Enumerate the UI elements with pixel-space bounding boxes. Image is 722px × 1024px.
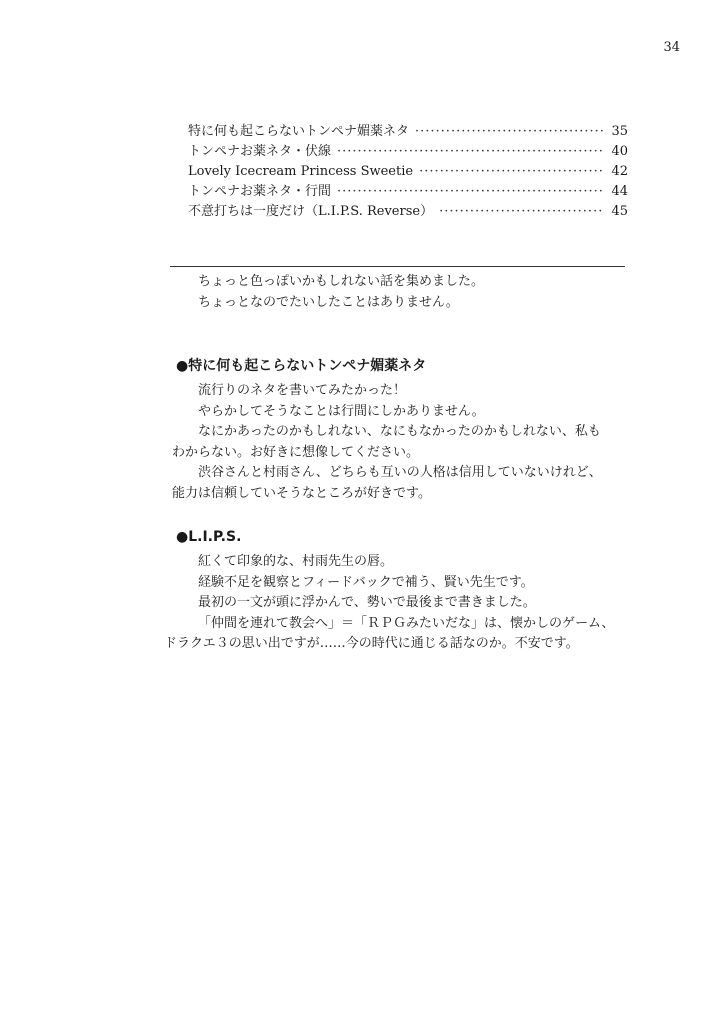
toc-entry-title: Lovely Icecream Princess Sweetie: [188, 164, 414, 179]
toc-leader-dots: [337, 182, 604, 202]
section-heading: [176, 355, 636, 377]
body-line: 流行りのネタを書いてみたかった！: [198, 383, 407, 398]
section-heading-text: 特に何も起こらないトンペナ媚薬ネタ: [188, 358, 427, 374]
bullet-icon: ●: [176, 529, 189, 545]
toc-leader-dots: [419, 162, 604, 182]
toc-leader-dots: [415, 122, 604, 142]
section-divider: [170, 266, 625, 267]
body-line: 経験不足を観察とフィードバックで補う、賢い先生です。: [198, 574, 534, 590]
toc-entry-page: 40: [611, 144, 628, 159]
toc-entry-page: 35: [611, 124, 628, 139]
toc-entry-title: 特に何も起こらないトンペナ媚薬ネタ: [188, 124, 410, 139]
toc-entry-page: 44: [611, 184, 628, 199]
section-media-yaku: [172, 355, 636, 504]
section-lips: [164, 526, 636, 655]
toc-entry-title: トンペナお薬ネタ・伏線: [188, 144, 332, 159]
toc-entry: [188, 122, 628, 142]
intro-line: ちょっと色っぽいかもしれない話を集めました。: [198, 274, 485, 289]
toc-entry-title: トンペナお薬ネタ・行間: [188, 184, 332, 199]
page-number: 34: [663, 40, 680, 55]
body-line: わからない。お好きに想像してください。: [172, 444, 420, 460]
intro-line: ちょっとなのでたいしたことはありません。: [198, 294, 459, 310]
intro-paragraph: [176, 272, 636, 313]
section-heading: [176, 526, 636, 548]
toc-entry: [188, 142, 628, 162]
body-line: 能力は信頼していそうなところが好きです。: [172, 485, 431, 501]
body-line: なにかあったのかもしれない、なにもなかったのかもしれない、私も: [198, 424, 601, 439]
toc-entry-title: 不意打ちは一度だけ（L.I.P.S. Reverse）: [188, 204, 434, 219]
body-line: 渋谷さんと村雨さん、どちらも互いの人格は信用していないけれど、: [198, 465, 602, 480]
bullet-icon: ●: [176, 358, 189, 374]
body-line: 最初の一文が頭に浮かんで、勢いで最後まで書きました。: [198, 595, 536, 610]
body-line: やらかしてそうなことは行間にしかありません。: [198, 403, 485, 419]
toc-entry: [188, 182, 628, 202]
toc-entry: [188, 162, 628, 182]
body-line: ドラクエ３の思い出ですが……今の時代に通じる話なのか。不安です。: [164, 636, 579, 651]
body-line: 「仲間を連れて教会へ」＝「ＲＰＧみたいだな」は、懐かしのゲーム、: [198, 615, 615, 631]
toc-entry-page: 42: [611, 164, 628, 179]
body-line: 紅くて印象的な、村雨先生の唇。: [198, 554, 394, 569]
table-of-contents: [188, 122, 628, 222]
toc-leader-dots: [337, 142, 604, 162]
toc-leader-dots: [439, 202, 604, 222]
section-heading-text: L.I.P.S.: [188, 529, 242, 545]
toc-entry-page: 45: [611, 204, 628, 219]
toc-entry: [188, 202, 628, 222]
